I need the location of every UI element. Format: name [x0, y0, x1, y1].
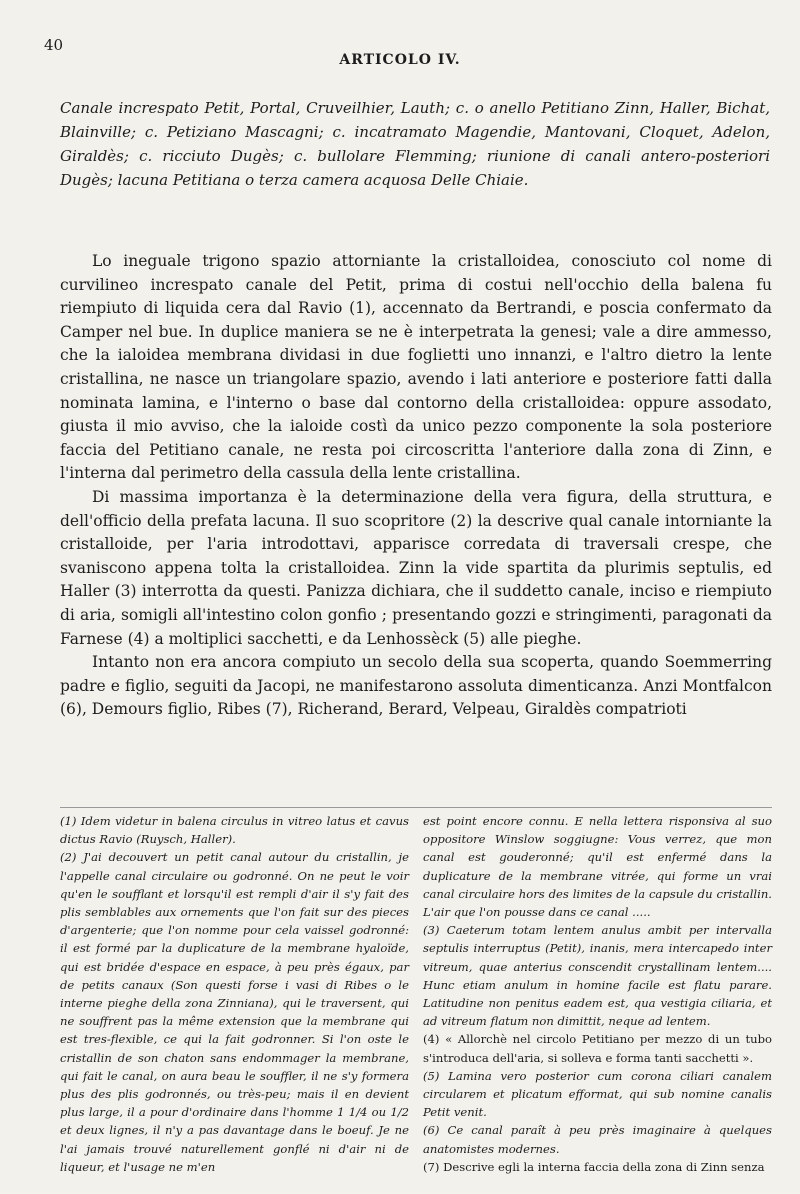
main-text	[60, 250, 772, 722]
footnote: (1) Idem videtur in balena circulus in vitreo latus et cavus dictus Ravio (Ruysch, Haller).	[60, 814, 409, 847]
paragraph: Di massima importanza è la determinazione della vera figura, della struttura, e dell'officio della prefata lacuna. Il suo scopritore (2) la descrive qual canale intorniante la cristalloide, per l'aria introdottavi, apparisce corredata di traversali crespe, che svaniscono appena tolta la cristalloidea. Zinn la vide spartita da plurimis septulis, ed Haller (3) interrotta da questi. Panizza dichiara, che il suddetto canale, inciso e riempiuto di aria, somigli all'intestino colon gonfio ; presentando gozzi e stringimenti, paragonati da Farnese (4) a moltiplici sacchetti, e da Lenhossèck (5) alle pieghe.	[60, 487, 772, 648]
page-number: 40	[44, 36, 64, 54]
footnotes	[60, 812, 772, 1176]
footnote: (4) « Allorchè nel circolo Petitiano per mezzo di un tubo s'introduca dell'aria, si solleva e forma tanti sacchetti ».	[423, 1032, 772, 1065]
paragraph: Intanto non era ancora compiuto un secolo della sua scoperta, quando Soemmerring padre e figlio, seguiti da Jacopi, ne manifestarono assoluta dimenticanza. Anzi Montfalcon (6), Demours figlio, Ribes (7), Richerand, Berard, Velpeau, Giraldès compatrioti	[60, 653, 772, 719]
footnote: (2) J'ai decouvert un petit canal autour du cristallin, je l'appelle canal circulaire ou godronné. On ne peut le voir qu'en le soufflant et lorsqu'il est rempli d'air il s'y fait des plis semblables aux ornements que l'on fait sur des pieces d'argenterie; que l'on nomme pour cela vaissel godronné: il est formé par la duplicature de la membrane hyaloïde, qui est bridée d'espace en espace, à peu près égaux, par de petits canaux (Son questi forse i vasi di Ribes o le interne pieghe della zona Zinniana), qui le traversent, qui ne souffrent pas la même extension que la membrane qui est tres-flexible, ce qui la fait godronner. Si l'on oste le cristallin de son chaton sans endommager la membrane, qui fait le canal, on aura beau le souffler, il ne s'y formera plus des plis godronnés, ou très-peu; mais il en devient plus large, il a pour d'ordinaire dans l'homme 1 1/4 ou 1/2 et deux lignes, il n'y a pas davantage dans le boeuf. Je ne l'ai jamais trouvé naturellement gonflé ni d'air ni de liqueur, et l'usage ne m'en	[60, 850, 409, 1174]
footnote-divider	[60, 807, 772, 808]
summary-text: Canale increspato Petit, Portal, Cruveilhier, Lauth; c. o anello Petitiano Zinn, Haller, Bichat, Blainville; c. Petiziano Mascagni; c. incatramato Magendie, Mantovani, Cloquet, Adelon, Giraldès; c. ricciuto Dugès; c. bullolare Flemming; riunione di canali antero-posteriori Dugès; lacuna Petitiana o terza camera acquosa Delle Chiaie.	[60, 99, 770, 189]
footnote: est point encore connu. E nella lettera risponsiva al suo oppositore Winslow soggiugne: Vous verrez, que mon canal est gouderonné; qu'il est enfermé dans la duplicature de la membrane vitrée, qui forme un vrai canal circulaire hors des limites de la capsule du cristallin. L'air que l'on pousse dans ce canal .....	[423, 814, 772, 920]
footnotes-left-column	[60, 812, 409, 1176]
running-title: ARTICOLO IV.	[339, 52, 461, 68]
footnotes-right-column	[423, 812, 772, 1176]
paragraph: Lo ineguale trigono spazio attorniante la cristalloidea, conosciuto col nome di curvilineo increspato canale del Petit, prima di costui nell'occhio della balena fu riempiuto di liquida cera dal Ravio (1), accennato da Bertrandi, e poscia confermato da Camper nel bue. In duplice maniera se ne è interpetrata la genesi; vale a dire ammesso, che la ialoidea membrana dividasi in due foglietti uno innanzi, e l'altro dietro la lente cristallina, ne nasce un triangolare spazio, avendo i lati anteriore e posteriore fatti dalla nominata lamina, e l'interno o base dal contorno della cristalloidea: oppure assodato, giusta il mio avviso, che la ialoide costì da unico pezzo componente la sola posteriore faccia del Petitiano canale, ne resta poi circoscritta l'anteriore dalla zona di Zinn, e l'interna dal perimetro della cassula della lente cristallina.	[60, 252, 772, 483]
article-summary	[60, 96, 770, 192]
footnote: (3) Caeterum totam lentem anulus ambit per intervalla septulis interruptus (Petit), inanis, mera intercapedo inter vitreum, quae anterius conscendit crystallinam lentem.... Hunc etiam anulum in homine facile est flatu parare. Latitudine non penitus eadem est, qua vestigia ciliaria, et ad vitreum flatum non dimittit, neque ad lentem.	[423, 923, 772, 1029]
footnote: (5) Lamina vero posterior cum corona ciliari canalem circularem et plicatum efformat, qui sub nomine canalis Petit venit.	[423, 1068, 772, 1120]
footnote: (7) Descrive egli la interna faccia della zona di Zinn senza	[423, 1159, 765, 1174]
footnote: (6) Ce canal paraît à peu près imaginaire à quelques anatomistes modernes.	[423, 1123, 772, 1156]
